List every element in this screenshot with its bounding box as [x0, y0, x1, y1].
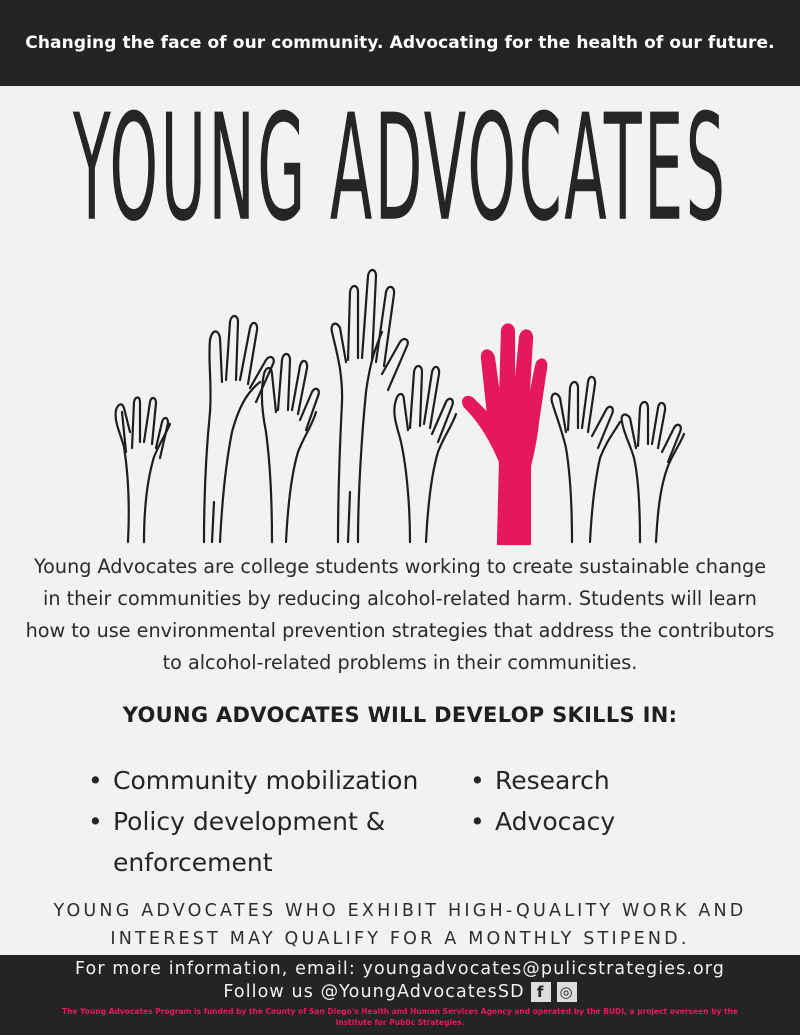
hand-outline — [332, 270, 408, 542]
instagram-icon[interactable]: ◎ — [557, 982, 577, 1002]
bullet-icon: • — [470, 766, 485, 795]
follow-handle[interactable]: Follow us @YoungAdvocatesSD — [223, 982, 525, 1002]
hand-outline — [622, 402, 684, 542]
contact-email-line[interactable]: For more information, email: youngadvocates@pulicstrategies.org — [75, 959, 725, 979]
list-item — [470, 801, 730, 842]
skills-list-left — [88, 760, 448, 883]
skill-label: Advocacy — [495, 807, 616, 836]
hand-outline — [394, 366, 456, 542]
bullet-icon: • — [88, 766, 103, 795]
title-text: YOUNG ADVOCATES — [72, 82, 728, 254]
follow-line — [0, 982, 800, 1002]
tagline: Changing the face of our community. Advocating for the health of our future. — [25, 33, 775, 53]
hand-outline — [552, 377, 620, 542]
skill-label: Community mobilization — [113, 766, 419, 795]
raised-hands-illustration — [100, 262, 700, 547]
top-banner — [0, 0, 800, 86]
hand-outline — [116, 398, 170, 543]
footer — [0, 955, 800, 1035]
skills-list-right — [470, 760, 730, 842]
red-hand — [463, 325, 546, 545]
bullet-icon: • — [88, 807, 103, 836]
skills-heading: YOUNG ADVOCATES WILL DEVELOP SKILLS IN: — [122, 703, 678, 727]
page-title — [0, 82, 800, 254]
stipend-notice: YOUNG ADVOCATES WHO EXHIBIT HIGH-QUALITY WORK AND INTEREST MAY QUALIFY FOR A MONTHLY STIPEND. — [53, 901, 747, 949]
funding-fine-print: The Young Advocates Program is funded by the County of San Diego's Health and Human Services Agency and operated by the BUDI, a project overseen by the Institute for Public Strategies. — [61, 1007, 739, 1027]
facebook-icon[interactable]: f — [531, 982, 551, 1002]
list-item — [88, 801, 448, 883]
list-item — [88, 760, 448, 801]
skill-label: Research — [495, 766, 610, 795]
skill-label: Policy development & enforcement — [113, 807, 386, 877]
bullet-icon: • — [470, 807, 485, 836]
hand-outline — [262, 354, 319, 542]
hand-outline — [204, 316, 274, 542]
intro-paragraph: Young Advocates are college students working to create sustainable change in their communities by reducing alcohol-related harm. Students will learn how to use environmental prevention strategies that address the contributors to alcohol-related problems in their communities. — [25, 555, 775, 674]
list-item — [470, 760, 730, 801]
